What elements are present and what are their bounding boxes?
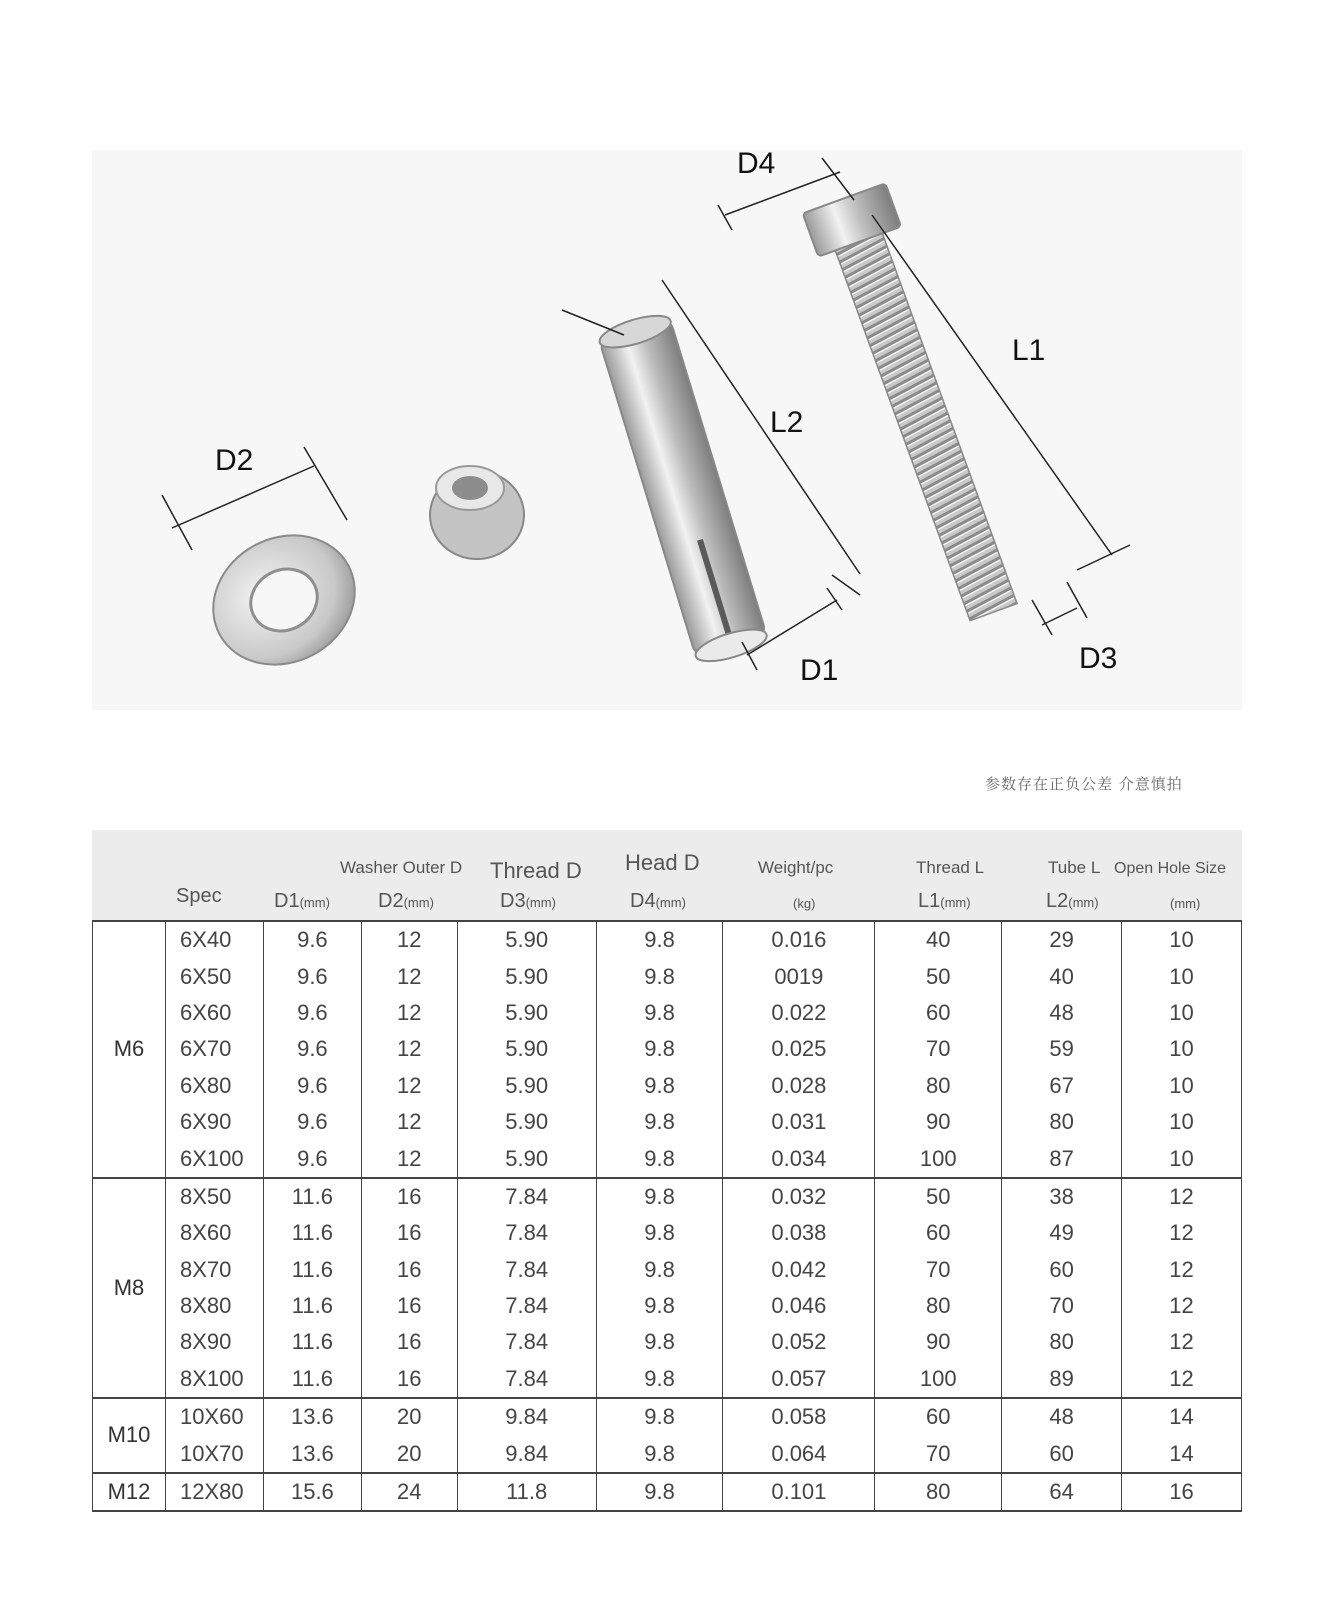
cell-spec: 10X70	[165, 1435, 263, 1472]
table-row	[93, 1215, 1242, 1251]
header-d1-sym	[274, 890, 330, 913]
cell-d4: 9.8	[596, 1031, 723, 1067]
cell-weight: 0.101	[723, 1473, 875, 1511]
cell-d4: 9.8	[596, 995, 723, 1031]
header-l1-unit: (mm)	[940, 895, 971, 910]
cell-l2: 29	[1002, 922, 1122, 958]
cell-l1: 70	[875, 1031, 1002, 1067]
cell-l1: 70	[875, 1252, 1002, 1288]
cell-d4: 9.8	[596, 1140, 723, 1177]
table-row	[93, 1031, 1242, 1067]
header-hole-unit: (mm)	[1170, 896, 1201, 911]
cell-weight: 0.057	[723, 1361, 875, 1398]
cell-d4: 9.8	[596, 1361, 723, 1398]
cell-l2: 38	[1002, 1178, 1122, 1215]
cell-d1: 13.6	[263, 1398, 361, 1435]
cell-d1: 9.6	[263, 1140, 361, 1177]
cell-d3: 7.84	[457, 1361, 596, 1398]
header-l2-title: Tube L	[1048, 858, 1101, 877]
cell-d2: 12	[361, 995, 457, 1031]
cell-l2: 48	[1002, 995, 1122, 1031]
cell-hole: 10	[1122, 958, 1242, 994]
cell-weight: 0.052	[723, 1324, 875, 1360]
group-cell: M10	[93, 1398, 166, 1473]
cell-d2: 20	[361, 1435, 457, 1472]
cell-d4: 9.8	[596, 1435, 723, 1472]
cell-d3: 7.84	[457, 1288, 596, 1324]
cell-spec: 6X60	[165, 995, 263, 1031]
label-d4: D4	[737, 150, 776, 180]
cell-d1: 11.6	[263, 1178, 361, 1215]
table-row	[93, 1288, 1242, 1324]
cell-weight: 0.042	[723, 1252, 875, 1288]
cell-l1: 60	[875, 1215, 1002, 1251]
cell-spec: 6X40	[165, 922, 263, 958]
cell-hole: 12	[1122, 1215, 1242, 1251]
cell-hole: 12	[1122, 1288, 1242, 1324]
cell-spec: 8X90	[165, 1324, 263, 1360]
header-d4-title: Head D	[625, 850, 700, 875]
cell-spec: 8X80	[165, 1288, 263, 1324]
header-d3-unit: (mm)	[525, 895, 556, 910]
cell-d1: 11.6	[263, 1324, 361, 1360]
cell-weight: 0.058	[723, 1398, 875, 1435]
table-row	[93, 958, 1242, 994]
cell-d2: 16	[361, 1288, 457, 1324]
cell-l1: 80	[875, 1068, 1002, 1104]
header-d2-symbol: D2	[378, 890, 404, 912]
cell-weight: 0.046	[723, 1288, 875, 1324]
cell-d1: 9.6	[263, 922, 361, 958]
cell-d3: 5.90	[457, 958, 596, 994]
cell-l2: 70	[1002, 1288, 1122, 1324]
cell-l1: 80	[875, 1473, 1002, 1511]
cell-l1: 100	[875, 1361, 1002, 1398]
cell-l1: 40	[875, 922, 1002, 958]
cell-weight: 0.016	[723, 922, 875, 958]
cell-l1: 50	[875, 1178, 1002, 1215]
cell-d2: 12	[361, 1068, 457, 1104]
cell-d2: 16	[361, 1252, 457, 1288]
group-cell: M12	[93, 1473, 166, 1511]
cell-hole: 16	[1122, 1473, 1242, 1511]
cell-d3: 9.84	[457, 1398, 596, 1435]
header-d3-symbol: D3	[500, 890, 526, 912]
cell-d2: 12	[361, 1104, 457, 1140]
table-row	[93, 1140, 1242, 1177]
header-d1-symbol: D1	[274, 890, 300, 912]
cell-d4: 9.8	[596, 1104, 723, 1140]
cell-d2: 16	[361, 1324, 457, 1360]
cell-d3: 7.84	[457, 1215, 596, 1251]
cell-hole: 14	[1122, 1435, 1242, 1472]
cell-weight: 0.032	[723, 1178, 875, 1215]
cell-d3: 5.90	[457, 1104, 596, 1140]
spec-table	[92, 922, 1242, 1512]
header-l2-sym	[1046, 890, 1099, 913]
table-row	[93, 1324, 1242, 1360]
cell-spec: 8X70	[165, 1252, 263, 1288]
label-d1: D1	[800, 654, 839, 687]
header-d3-sym	[500, 890, 556, 913]
cell-d1: 9.6	[263, 958, 361, 994]
cell-d4: 9.8	[596, 1288, 723, 1324]
header-d4-unit: (mm)	[655, 895, 686, 910]
table-row	[93, 1435, 1242, 1472]
cell-d4: 9.8	[596, 1252, 723, 1288]
label-d3: D3	[1079, 642, 1118, 675]
cell-l1: 50	[875, 958, 1002, 994]
cell-d1: 9.6	[263, 1068, 361, 1104]
cell-l1: 70	[875, 1435, 1002, 1472]
cell-spec: 6X50	[165, 958, 263, 994]
cell-l2: 49	[1002, 1215, 1122, 1251]
header-d2-unit: (mm)	[403, 895, 434, 910]
cell-weight: 0019	[723, 958, 875, 994]
header-weight-title: Weight/pc	[758, 858, 834, 877]
cell-d4: 9.8	[596, 922, 723, 958]
cell-hole: 12	[1122, 1361, 1242, 1398]
cell-l2: 80	[1002, 1104, 1122, 1140]
cell-spec: 8X60	[165, 1215, 263, 1251]
cell-d2: 16	[361, 1361, 457, 1398]
cell-d3: 5.90	[457, 1140, 596, 1177]
cell-d4: 9.8	[596, 1473, 723, 1511]
cell-spec: 6X90	[165, 1104, 263, 1140]
cell-d1: 11.6	[263, 1215, 361, 1251]
cell-l2: 80	[1002, 1324, 1122, 1360]
cell-hole: 10	[1122, 1104, 1242, 1140]
cell-d4: 9.8	[596, 958, 723, 994]
cell-d2: 20	[361, 1398, 457, 1435]
cell-l1: 80	[875, 1288, 1002, 1324]
cell-d1: 11.6	[263, 1361, 361, 1398]
cell-d3: 5.90	[457, 995, 596, 1031]
cell-d3: 5.90	[457, 922, 596, 958]
cell-hole: 10	[1122, 1068, 1242, 1104]
cell-spec: 6X70	[165, 1031, 263, 1067]
cell-hole: 10	[1122, 922, 1242, 958]
cell-hole: 12	[1122, 1178, 1242, 1215]
cell-l1: 100	[875, 1140, 1002, 1177]
cell-d3: 7.84	[457, 1324, 596, 1360]
table-row	[93, 1252, 1242, 1288]
cell-l2: 87	[1002, 1140, 1122, 1177]
cell-d3: 5.90	[457, 1068, 596, 1104]
cell-l2: 60	[1002, 1435, 1122, 1472]
cell-d4: 9.8	[596, 1178, 723, 1215]
header-l1-title: Thread L	[916, 858, 985, 877]
group-cell: M6	[93, 922, 166, 1178]
cell-l2: 64	[1002, 1473, 1122, 1511]
cell-l2: 67	[1002, 1068, 1122, 1104]
cell-d1: 9.6	[263, 1031, 361, 1067]
cell-d4: 9.8	[596, 1324, 723, 1360]
cell-d3: 7.84	[457, 1178, 596, 1215]
label-l1: L1	[1012, 334, 1046, 367]
table-row	[93, 922, 1242, 958]
cell-l1: 90	[875, 1324, 1002, 1360]
cell-l2: 89	[1002, 1361, 1122, 1398]
cell-l2: 48	[1002, 1398, 1122, 1435]
cell-d3: 5.90	[457, 1031, 596, 1067]
product-diagram	[92, 150, 1242, 710]
table-row	[93, 1068, 1242, 1104]
cell-l1: 60	[875, 995, 1002, 1031]
header-d4-sym	[630, 890, 686, 913]
header-d1-unit: (mm)	[299, 895, 330, 910]
cell-d2: 16	[361, 1215, 457, 1251]
table-row	[93, 1178, 1242, 1215]
cell-hole: 14	[1122, 1398, 1242, 1435]
cell-d1: 9.6	[263, 995, 361, 1031]
header-l1-sym	[918, 890, 971, 913]
cell-spec: 12X80	[165, 1473, 263, 1511]
cell-d2: 12	[361, 958, 457, 994]
header-spec: Spec	[176, 885, 222, 907]
table-row	[93, 995, 1242, 1031]
cell-weight: 0.038	[723, 1215, 875, 1251]
cell-weight: 0.022	[723, 995, 875, 1031]
cell-d4: 9.8	[596, 1215, 723, 1251]
cell-l1: 90	[875, 1104, 1002, 1140]
cell-l2: 60	[1002, 1252, 1122, 1288]
header-l1-symbol: L1	[918, 890, 941, 912]
cell-l2: 40	[1002, 958, 1122, 994]
group-cell: M8	[93, 1178, 166, 1398]
cell-d1: 13.6	[263, 1435, 361, 1472]
cell-hole: 12	[1122, 1324, 1242, 1360]
cell-d1: 15.6	[263, 1473, 361, 1511]
header-hole-title: Open Hole Size	[1114, 860, 1227, 877]
tolerance-note: 参数存在正负公差 介意慎拍	[985, 775, 1183, 793]
cell-d1: 11.6	[263, 1252, 361, 1288]
header-d4-symbol: D4	[630, 890, 656, 912]
table-row	[93, 1361, 1242, 1398]
cell-d2: 12	[361, 1031, 457, 1067]
header-l2-unit: (mm)	[1068, 895, 1099, 910]
cell-l2: 59	[1002, 1031, 1122, 1067]
header-d3-title: Thread D	[490, 858, 582, 883]
cell-d2: 12	[361, 1140, 457, 1177]
cell-spec: 6X80	[165, 1068, 263, 1104]
cell-d4: 9.8	[596, 1398, 723, 1435]
header-weight-unit: (kg)	[793, 896, 816, 911]
cell-d2: 16	[361, 1178, 457, 1215]
cell-hole: 10	[1122, 1140, 1242, 1177]
cell-weight: 0.028	[723, 1068, 875, 1104]
cell-hole: 12	[1122, 1252, 1242, 1288]
cell-weight: 0.031	[723, 1104, 875, 1140]
cell-d4: 9.8	[596, 1068, 723, 1104]
cell-hole: 10	[1122, 1031, 1242, 1067]
cell-hole: 10	[1122, 995, 1242, 1031]
cell-spec: 8X100	[165, 1361, 263, 1398]
header-d2-sym	[378, 890, 434, 913]
cell-d3: 7.84	[457, 1252, 596, 1288]
label-d2: D2	[215, 444, 254, 477]
cell-l1: 60	[875, 1398, 1002, 1435]
cell-d1: 11.6	[263, 1288, 361, 1324]
cell-spec: 6X100	[165, 1140, 263, 1177]
table-row	[93, 1398, 1242, 1435]
header-l2-symbol: L2	[1046, 890, 1069, 912]
cell-weight: 0.034	[723, 1140, 875, 1177]
cell-d1: 9.6	[263, 1104, 361, 1140]
cell-d2: 24	[361, 1473, 457, 1511]
cell-weight: 0.064	[723, 1435, 875, 1472]
cell-d2: 12	[361, 922, 457, 958]
table-row	[93, 1104, 1242, 1140]
cell-spec: 10X60	[165, 1398, 263, 1435]
table-row	[93, 1473, 1242, 1511]
cell-d3: 11.8	[457, 1473, 596, 1511]
header-d2-title: Washer Outer D	[340, 858, 463, 877]
cell-d3: 9.84	[457, 1435, 596, 1472]
cell-weight: 0.025	[723, 1031, 875, 1067]
cell-spec: 8X50	[165, 1178, 263, 1215]
label-l2: L2	[770, 406, 804, 439]
